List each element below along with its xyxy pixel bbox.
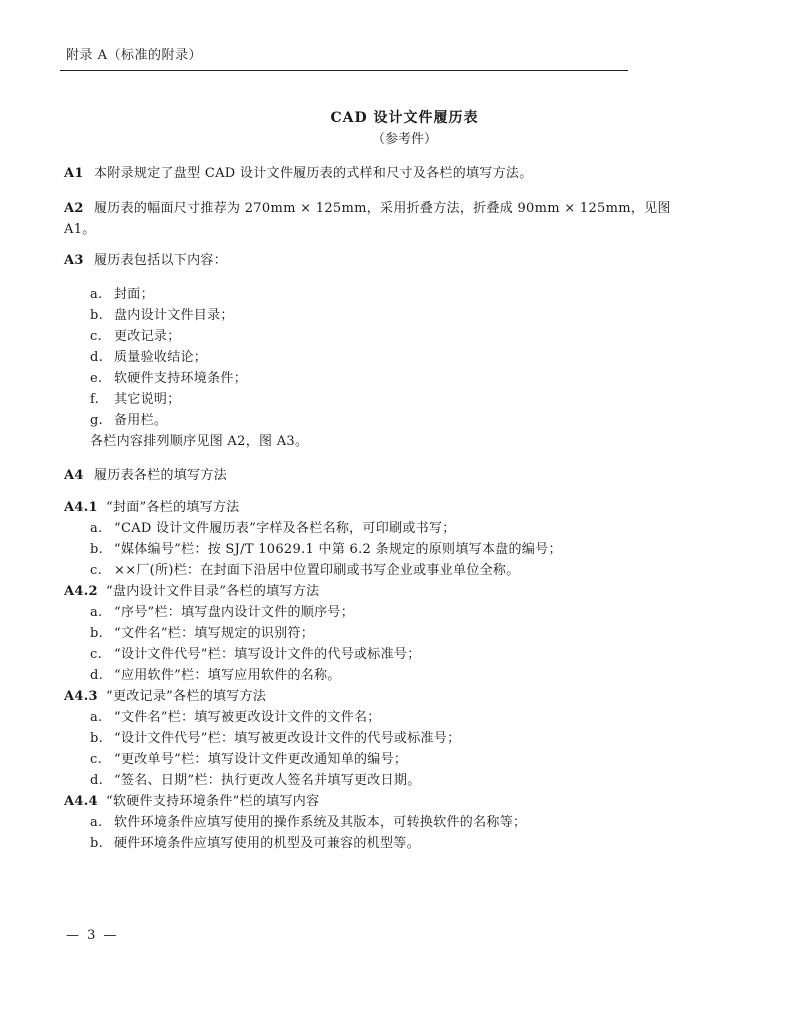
- list-item-text: 质量验收结论；: [114, 350, 208, 365]
- list-item: [90, 706, 381, 725]
- list-item: [90, 559, 520, 578]
- subclause-a4-3: [64, 685, 266, 704]
- list-item: [90, 346, 207, 365]
- list-item-text: “应用软件”栏：填写应用软件的名称。: [114, 668, 341, 683]
- clause-a2-continued: A1。: [64, 222, 96, 237]
- list-item-text: “文件名”栏：填写被更改设计文件的文件名；: [114, 710, 381, 725]
- list-item: [90, 832, 420, 851]
- clause-a1: [64, 162, 533, 181]
- subclause-title: “盘内设计文件目录”各栏的填写方法: [106, 584, 320, 599]
- list-item-label: a.: [90, 710, 103, 725]
- clause-note: 各栏内容排列顺序见图 A2，图 A3。: [90, 434, 309, 449]
- list-item: [90, 622, 314, 641]
- list-item-text: 软硬件支持环境条件；: [114, 371, 248, 386]
- subclause-a4-2: [64, 580, 319, 599]
- clause-label: A3: [64, 253, 84, 268]
- list-item-label: b.: [90, 836, 104, 851]
- subclause-title: “封面”各栏的填写方法: [106, 500, 240, 515]
- list-item: [90, 538, 562, 557]
- subclause-title: “更改记录”各栏的填写方法: [106, 689, 267, 704]
- list-item-text: “CAD 设计文件履历表”字样及各栏名称，可印刷或书写；: [114, 521, 456, 536]
- list-item: [90, 601, 354, 620]
- subclause-a4-1: [64, 496, 240, 515]
- list-item-text: ××厂(所)栏：在封面下沿居中位置印刷或书写企业或事业单位全称。: [114, 563, 520, 578]
- list-item-label: a.: [90, 287, 103, 302]
- list-item: [90, 664, 341, 683]
- list-item-text: “签名、日期”栏：执行更改人签名并填写更改日期。: [114, 773, 421, 788]
- list-item-text: “媒体编号”栏：按 SJ/T 10629.1 中第 6.2 条规定的原则填写本盘的编号；: [114, 542, 562, 557]
- subclause-a4-4: [64, 790, 319, 809]
- list-item-text: 封面；: [114, 287, 154, 302]
- subclause-label: A4.2: [64, 584, 98, 599]
- list-item-text: “设计文件代号”栏：填写被更改设计文件的代号或标准号；: [114, 731, 461, 746]
- list-item-label: b.: [90, 542, 104, 557]
- list-item: [90, 409, 167, 428]
- list-item: [90, 304, 234, 323]
- list-item: [90, 283, 154, 302]
- list-item: [90, 517, 456, 536]
- list-item-label: e.: [90, 371, 103, 386]
- list-item-text: 盘内设计文件目录；: [114, 308, 234, 323]
- list-item: [90, 325, 181, 344]
- clause-a3: [64, 249, 227, 268]
- clause-a4: [64, 464, 227, 483]
- running-header: 附录 A（标准的附录）: [66, 48, 203, 63]
- page-number: — 3 —: [66, 928, 119, 943]
- list-item-text: “序号”栏：填写盘内设计文件的顺序号；: [114, 605, 354, 620]
- clause-text: 履历表各栏的填写方法: [94, 468, 228, 483]
- list-item: [90, 727, 460, 746]
- list-item-label: b.: [90, 626, 104, 641]
- list-item-text: 软件环境条件应填写使用的操作系统及其版本，可转换软件的名称等；: [114, 815, 527, 830]
- list-item: [90, 388, 181, 407]
- subclause-label: A4.3: [64, 689, 98, 704]
- list-item-label: f.: [90, 392, 100, 407]
- clause-label: A4: [64, 468, 84, 483]
- list-item-text: “更改单号”栏：填写设计文件更改通知单的编号；: [114, 752, 408, 767]
- clause-text: 履历表的幅面尺寸推荐为 270mm × 125mm，采用折叠方法，折叠成 90mm × 125mm，见图: [94, 201, 671, 216]
- list-item-label: a.: [90, 815, 103, 830]
- list-item-label: c.: [90, 563, 103, 578]
- list-item-text: 硬件环境条件应填写使用的机型及可兼容的机型等。: [114, 836, 420, 851]
- list-item-label: c.: [90, 647, 103, 662]
- list-item-label: d.: [90, 350, 104, 365]
- list-item: [90, 367, 247, 386]
- list-item-text: 备用栏。: [114, 413, 168, 428]
- list-item-label: c.: [90, 329, 103, 344]
- subclause-label: A4.1: [64, 500, 98, 515]
- clause-text: 本附录规定了盘型 CAD 设计文件履历表的式样和尺寸及各栏的填写方法。: [94, 166, 533, 181]
- list-item: [90, 748, 407, 767]
- list-item-label: g.: [90, 413, 104, 428]
- list-item-text: 更改记录；: [114, 329, 181, 344]
- list-item-label: b.: [90, 308, 104, 323]
- list-item: [90, 643, 421, 662]
- document-subtitle: （参考件）: [371, 132, 437, 147]
- list-item-label: a.: [90, 521, 103, 536]
- list-item-label: c.: [90, 752, 103, 767]
- list-item-text: “设计文件代号”栏：填写设计文件的代号或标准号；: [114, 647, 421, 662]
- clause-a2: [64, 197, 671, 216]
- subclause-title: “软硬件支持环境条件”栏的填写内容: [106, 794, 320, 809]
- list-item-label: d.: [90, 773, 104, 788]
- document-title: CAD 设计文件履历表: [330, 110, 479, 126]
- list-item-label: a.: [90, 605, 103, 620]
- list-item-label: d.: [90, 668, 104, 683]
- clause-label: A1: [64, 166, 84, 181]
- list-item-text: 其它说明；: [114, 392, 181, 407]
- subclause-label: A4.4: [64, 794, 98, 809]
- list-item-text: “文件名”栏：填写规定的识别符；: [114, 626, 315, 641]
- clause-text: 履历表包括以下内容：: [94, 253, 228, 268]
- list-item: [90, 769, 421, 788]
- header-rule: [60, 70, 628, 71]
- list-item-label: b.: [90, 731, 104, 746]
- clause-label: A2: [64, 201, 84, 216]
- list-item: [90, 811, 526, 830]
